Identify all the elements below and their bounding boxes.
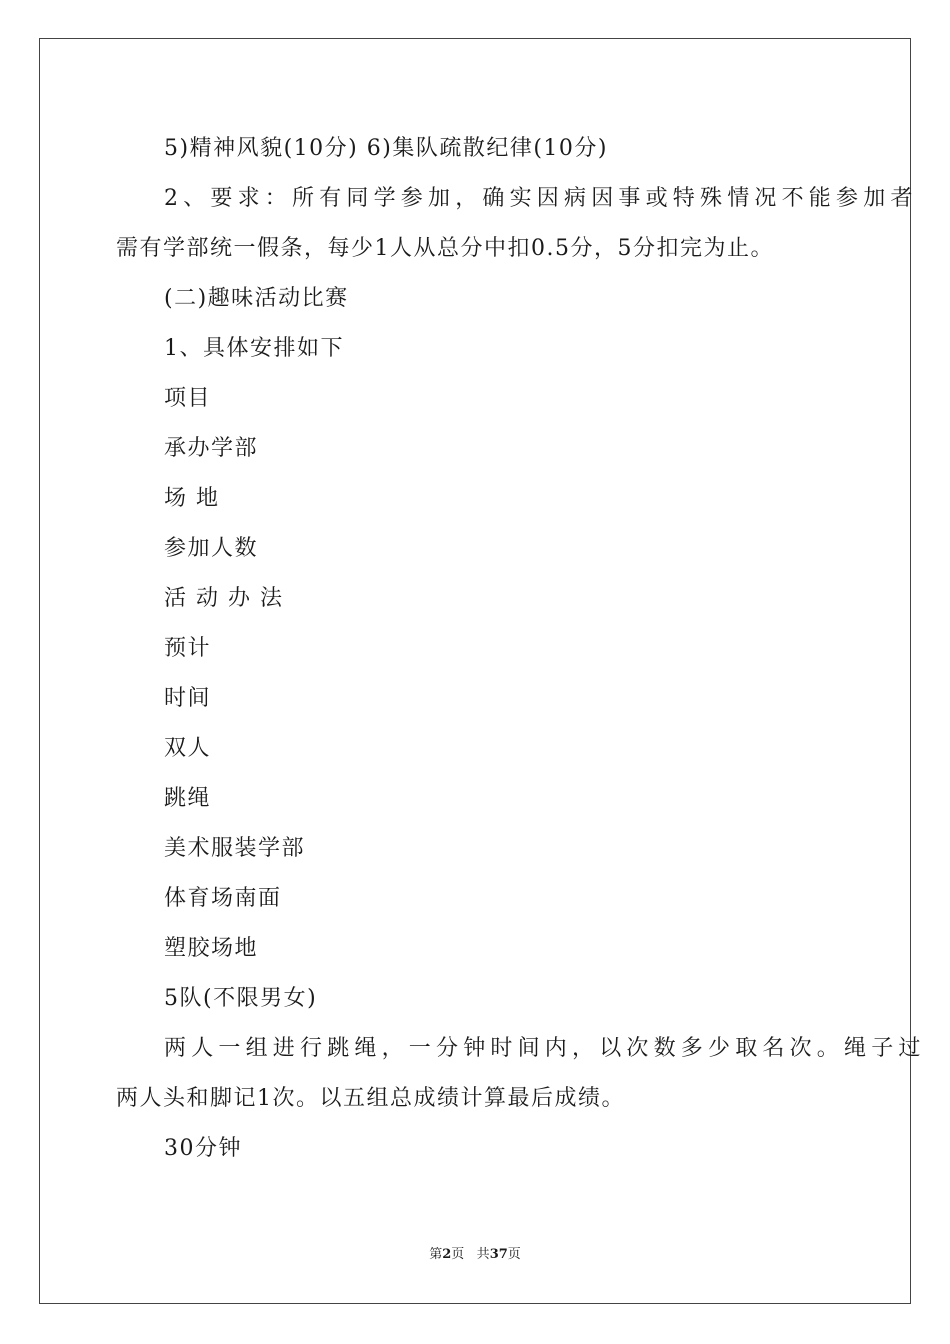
table-cell-text: 体育场南面 <box>164 886 282 911</box>
page-number: 2 <box>442 1247 452 1262</box>
footer-prefix: 第 <box>429 1247 443 1262</box>
table-cell-text: 场 地 <box>164 486 220 511</box>
table-cell-text: 美术服装学部 <box>164 836 306 861</box>
footer-page-suffix: 页 <box>451 1247 465 1262</box>
text-line: 两人头和脚记1次。以五组总成绩计算最后成绩。 <box>116 1086 625 1111</box>
text-line: 2、要求：所有同学参加，确实因病因事或特殊情况不能参加者 <box>164 186 918 211</box>
footer-total-prefix: 共 <box>476 1247 490 1262</box>
table-cell-text: 项目 <box>164 386 212 411</box>
section-heading: (二)趣味活动比赛 <box>164 286 349 311</box>
table-cell-text: 30分钟 <box>164 1136 242 1161</box>
page-frame <box>39 38 911 1304</box>
text-line: 1、具体安排如下 <box>164 336 344 361</box>
text-line: 两人一组进行跳绳，一分钟时间内，以次数多少取名次。绳子过 <box>164 1036 926 1061</box>
table-cell-text: 承办学部 <box>164 436 259 461</box>
table-cell-text: 双人 <box>164 736 212 761</box>
table-cell-text: 预计 <box>164 636 212 661</box>
table-cell-text: 塑胶场地 <box>164 936 259 961</box>
text-line: 5)精神风貌(10分) 6)集队疏散纪律(10分) <box>164 136 608 161</box>
footer-total-suffix: 页 <box>507 1247 521 1262</box>
page-footer <box>0 1246 950 1264</box>
table-cell-text: 时间 <box>164 686 212 711</box>
total-pages: 37 <box>489 1247 508 1262</box>
text-line: 需有学部统一假条，每少1人从总分中扣0.5分，5分扣完为止。 <box>116 236 774 261</box>
table-cell-text: 参加人数 <box>164 536 259 561</box>
table-cell-text: 5队(不限男女) <box>164 986 318 1011</box>
table-cell-text: 活 动 办 法 <box>164 586 284 611</box>
table-cell-text: 跳绳 <box>164 786 212 811</box>
